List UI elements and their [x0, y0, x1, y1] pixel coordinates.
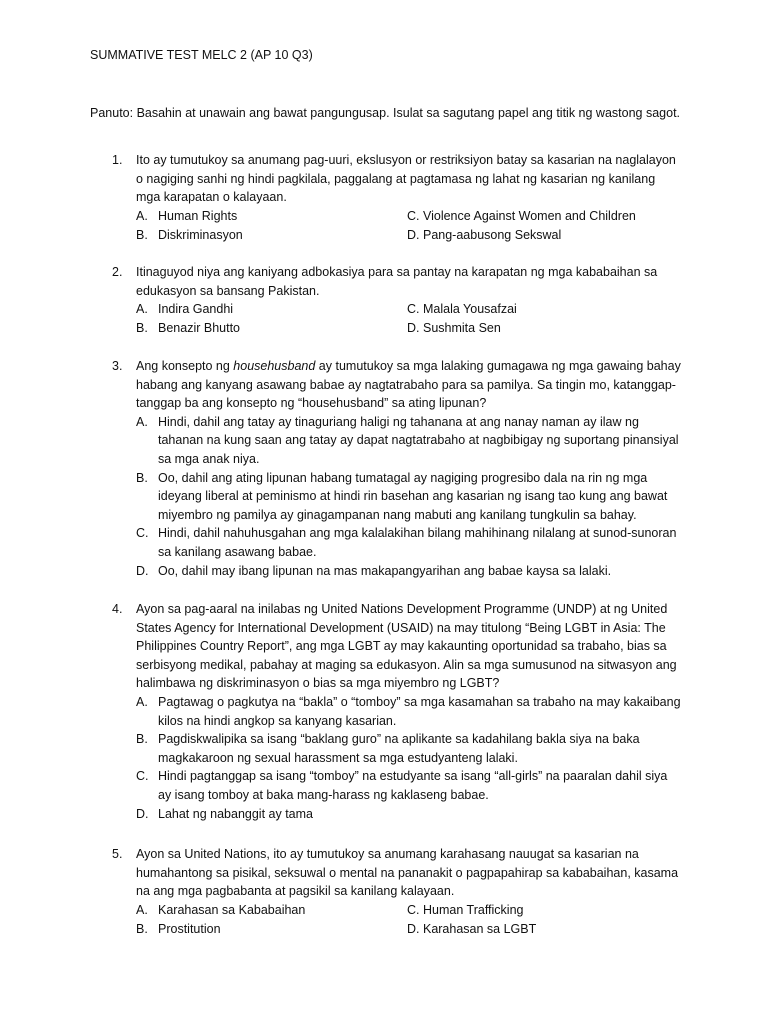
option-row	[136, 920, 682, 939]
instructions: Panuto: Basahin at unawain ang bawat pangungusap. Isulat sa sagutang papel ang titik ng wastong sagot.	[90, 106, 681, 120]
option-list	[136, 693, 682, 823]
option-d: D. Sushmita Sen	[407, 320, 501, 335]
question-number: 3.	[112, 359, 123, 373]
question-2	[90, 263, 682, 338]
option-c: C. Hindi, dahil nahuhusgahan ang mga kalalakihan bilang mahihinang nilalang at sunod-sunoran sa kanilang asawang babae.	[136, 526, 677, 559]
option-a: A. Hindi, dahil ang tatay ay tinaguriang haligi ng tahanana at ang nanay naman ay ilaw ng tahanan na kung saan ang tatay ay dapat nagtatrabaho at nagbibigay ng suportang pinansiyal sa mga anak niya.	[136, 414, 679, 466]
option-list	[136, 413, 682, 580]
option-d: D. Oo, dahil may ibang lipunan na mas makapangyarihan ang babae kaysa sa lalaki.	[136, 563, 612, 578]
page-title: SUMMATIVE TEST MELC 2 (AP 10 Q3)	[90, 48, 313, 62]
option-d: D. Karahasan sa LGBT	[407, 921, 537, 936]
question-number: 2.	[112, 265, 123, 279]
option-row	[136, 901, 682, 920]
question-stem: Ito ay tumutukoy sa anumang pag-uuri, ekslusyon or restriksiyon batay sa kasarian na naglalayon o nagiging sanhi ng hindi pagkilala, paggalang at pagtamasa ng lahat ng kasarian ng kanilang mga karapatan o kalayaan.	[136, 153, 676, 205]
option-row	[136, 300, 682, 319]
question-stem: Itinaguyod niya ang kaniyang adbokasiya para sa pantay na karapatan ng mga kababaihan sa edukasyon sa bansang Pakistan.	[136, 265, 658, 298]
option-b: B. Benazir Bhutto	[136, 320, 240, 335]
question-1	[90, 151, 682, 244]
option-c: C. Violence Against Women and Children	[407, 208, 636, 223]
option-a: A. Karahasan sa Kababaihan	[136, 902, 306, 917]
option-b: B. Diskriminasyon	[136, 227, 243, 242]
option-b: B. Pagdiskwalipika sa isang “baklang guro” na aplikante sa kadahilang bakla siya na baka magkakaroon ng sexual harassment sa mga estudyanteng lalaki.	[136, 732, 640, 765]
option-row	[136, 226, 682, 245]
question-number: 5.	[112, 847, 123, 861]
question-stem: Ayon sa United Nations, ito ay tumutukoy sa anumang karahasang nauugat sa kasarian na humahantong sa pisikal, seksuwal o mental na pananakit o pagpapahirap sa kababaihan, kasama na ang mga pagbabanta at pagsikil sa kanilang kalayaan.	[136, 847, 679, 899]
option-a: A. Human Rights	[136, 208, 238, 223]
option-a: A. Indira Gandhi	[136, 302, 234, 317]
option-a: A. Pagtawag o pagkutya na “bakla” o “tomboy” sa mga kasamahan sa trabaho na may kakaibang kilos na hindi angkop sa kanyang kasarian.	[136, 694, 681, 728]
option-c: C. Malala Yousafzai	[407, 302, 517, 317]
option-row	[136, 207, 682, 226]
question-stem: Ang konsepto ng househusband ay tumutukoy sa mga lalaking gumagawa ng mga gawaing bahay habang ang kanyang asawang babae ay nagtatrabaho para sa pamilya. Sa tingin mo, katanggap-tanggap ba ang konsepto ng “househusband” sa ating lipunan?	[136, 359, 681, 411]
question-3	[90, 357, 682, 580]
option-b: B. Oo, dahil ang ating lipunan habang tumatagal ay nagiging progresibo dala na rin ng mga ideyang liberal at peminismo at hindi rin basehan ang kasarian ng isang tao kung ang bawat miyembro ng pamilya ay ginagampanan nang mabuti ang kanilang tungkulin sa bahay.	[136, 470, 668, 522]
option-row	[136, 319, 682, 338]
option-d: D. Lahat ng nabanggit ay tama	[136, 806, 313, 821]
question-number: 4.	[112, 602, 123, 616]
option-d: D. Pang-aabusong Sekswal	[407, 227, 562, 242]
option-c: C. Human Trafficking	[407, 902, 524, 917]
option-c: C. Hindi pagtanggap sa isang “tomboy” na estudyante sa isang “all-girls” na paaralan dahil siya ay isang tomboy at baka mang-harass ng kaklaseng babae.	[136, 769, 668, 802]
option-b: B. Prostitution	[136, 921, 221, 936]
question-stem: Ayon sa pag-aaral na inilabas ng United Nations Development Programme (UNDP) at ng United States Agency for International Development (USAID) na may titulong “Being LGBT in Asia: The Philippines Country Report”, ang mga LGBT ay may kakaunting oportunidad sa trabaho, bias sa serbisyong medikal, pabahay at maging sa edukasyon. Alin sa mga sumusunod na sitwasyon ang halimbawa ng diskriminasyon o bias sa mga miyembro ng LGBT?	[136, 602, 677, 691]
question-5	[90, 845, 682, 938]
italic-term: househusband	[233, 359, 316, 373]
question-4	[90, 600, 682, 823]
question-number: 1.	[112, 153, 123, 167]
